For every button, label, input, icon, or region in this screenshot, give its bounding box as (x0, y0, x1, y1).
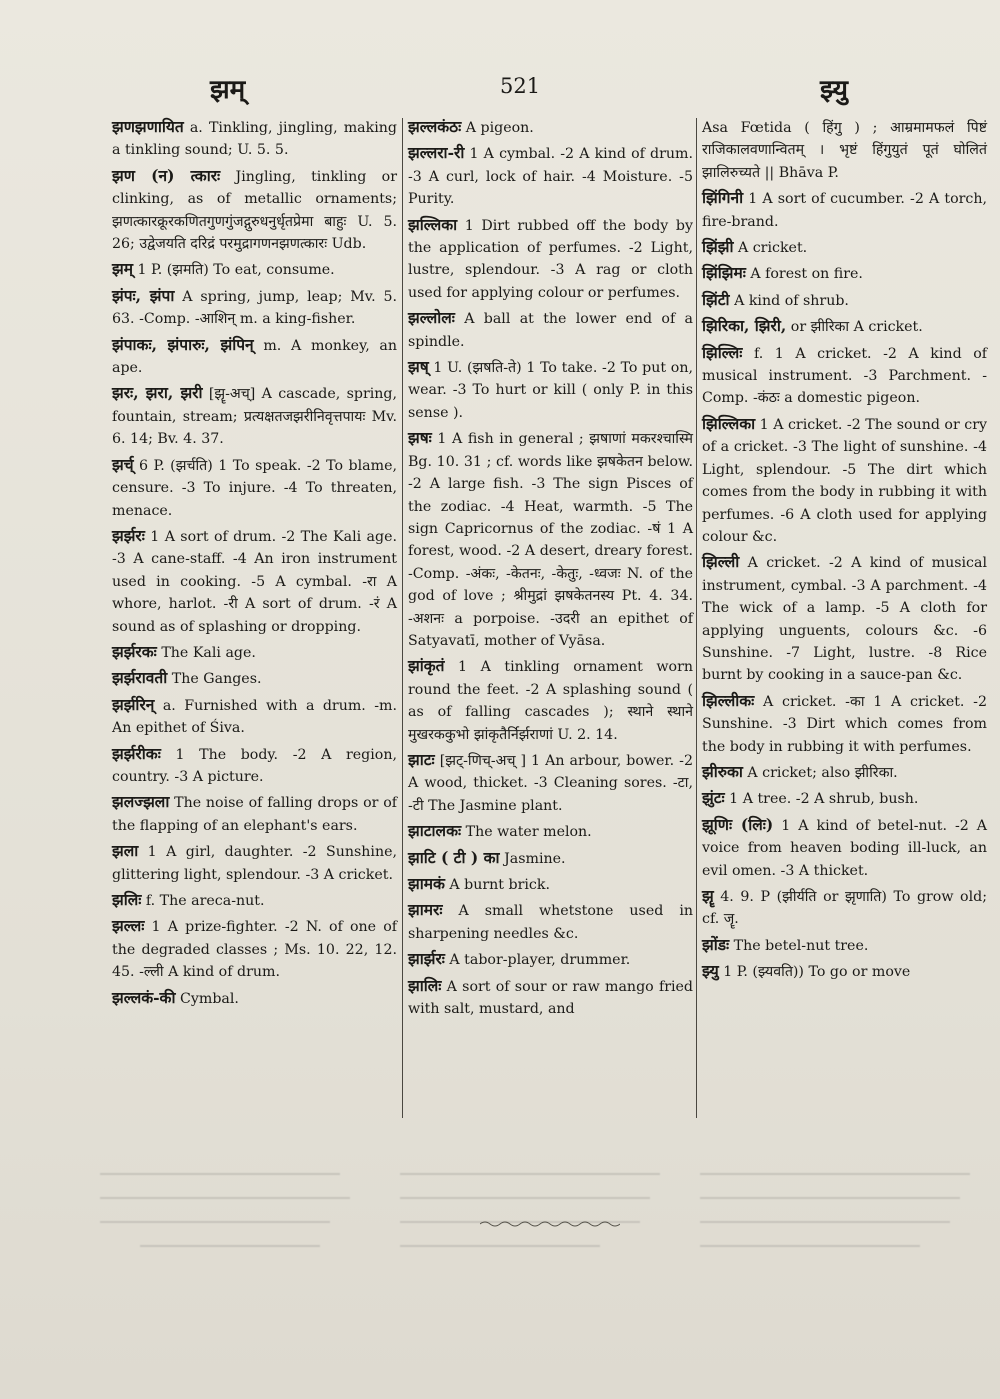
dictionary-entry (702, 342, 987, 410)
show-through-text (100, 1165, 980, 1345)
dictionary-entry (702, 787, 987, 810)
entry-definition: The water melon. (461, 824, 592, 841)
entry-headword: झलज्झला (112, 792, 170, 812)
dictionary-entry (112, 791, 397, 837)
entry-definition: A sort of sour or raw mango fried with salt, mustard, and (408, 978, 693, 1018)
entry-headword: झंपाकः, झंपारुः, झंपिन् (112, 334, 254, 354)
dictionary-entry (702, 934, 987, 957)
dictionary-entry (112, 987, 397, 1010)
entry-headword: झाटि ( टी ) का (408, 847, 500, 867)
column-1 (112, 116, 397, 1013)
entry-definition: 1 A fish in general ; झषाणां मकरश्चास्मि Bg. 10. 31 ; cf. words like झषकेतन below. -2 A large fish. -3 The sign Pisces of the zodiac. -4 Heat, warmth. -5 The sign Capricornus of the zodiac. -षं 1 A forest, wood. -2 A desert, dreary forest. -Comp. -अंकः, -केतनः, -केतुः, -ध्वजः N. of the god of love ; श्रीमुद्रां झषकेतनस्य Pt. 4. 34. -अशनः a porpoise. -उदरी an epithet of Satyavatī, mother of Vyāsa. (408, 431, 693, 649)
entry-headword: झिल्लीकः (702, 690, 755, 710)
entry-definition: A ball at the lower end of a spindle. (408, 311, 693, 350)
dictionary-entry (408, 749, 693, 817)
dictionary-entry (702, 236, 987, 259)
entry-definition: 1 A prize-fighter. -2 N. of one of the degraded classes ; Ms. 10. 22, 12. 45. -ल्ली A kind of drum. (112, 919, 397, 981)
entry-headword: झल्लकं-की (112, 987, 176, 1007)
entry-definition: 1 A kind of betel-nut. -2 A voice from heaven boding ill-luck, an evil omen. -3 A thicket. (702, 817, 987, 879)
entry-headword: झष् (408, 357, 429, 377)
entry-headword: झोंडः (702, 934, 730, 954)
entry-headword: झिंटी (702, 289, 730, 309)
entry-definition: m. A monkey, an ape. (112, 337, 398, 377)
dictionary-entry (408, 655, 693, 746)
dictionary-entry (408, 427, 693, 652)
dictionary-entry (408, 948, 693, 971)
entry-headword: झिंगिनी (702, 188, 744, 208)
entry-headword: झर्झरकः (112, 641, 157, 661)
entry-definition: 1 U. (झषति-ते) 1 To take. -2 To put on, wear. -3 To hurt or kill ( only P. in this sense ). (408, 360, 693, 421)
entry-headword: झाटालकः (408, 821, 462, 841)
entry-headword: झल्लः (112, 916, 145, 936)
dictionary-entry (702, 761, 987, 784)
dictionary-entry (408, 873, 693, 896)
entry-headword: झार्झरः (408, 949, 445, 969)
dictionary-entry (408, 307, 693, 353)
entry-headword: झांकृतं (408, 656, 445, 676)
entry-headword: झर्झरः (112, 525, 145, 545)
entry-definition: A cricket. (733, 240, 808, 257)
entry-definition: 1 P. (झमति) To eat, consume. (133, 262, 335, 279)
entry-definition: 1 Dirt rubbed off the body by the application of perfumes. -2 Light, lustre, splendour. -3 A rag or cloth used for applying colour or perfumes. (408, 217, 693, 301)
entry-definition: A cricket. -का 1 A cricket. -2 Sunshine. -3 Dirt which comes from the body in rubbing it with perfumes. (702, 693, 987, 755)
entry-definition: A spring, jump, leap; Mv. 5. 63. -Comp. -आशिन् m. a king-fisher. (112, 288, 397, 328)
dictionary-entry (112, 258, 397, 281)
column-divider (696, 118, 697, 1118)
entry-definition: A cricket; also झीरिका. (742, 764, 898, 781)
dictionary-entry (702, 814, 987, 882)
entry-headword: झिरिका, झिरी, (702, 316, 787, 336)
entry-headword: झ्यु (702, 961, 719, 981)
entry-definition: A tabor-player, drummer. (444, 952, 631, 969)
dictionary-entry (112, 641, 397, 664)
entry-definition: The Ganges. (167, 671, 262, 688)
dictionary-entry (112, 334, 397, 380)
entry-headword: झर्झरावती (112, 668, 168, 688)
column-3 (702, 116, 987, 987)
entry-headword: झालिः (408, 975, 442, 995)
left-running-headword: झम् (210, 75, 246, 105)
entry-headword: झुंटः (702, 788, 725, 808)
entry-definition: A pigeon. (461, 120, 534, 136)
entry-definition: a. Tinkling, jingling, making a tinkling sound; U. 5. 5. (112, 120, 397, 159)
entry-definition: [झट्-णिच्-अच् ] 1 An arbour, bower. -2 A wood, thicket. -3 Cleaning sores. -टा, -टी The Jasmine plant. (408, 752, 693, 814)
page-number: 521 (500, 74, 541, 98)
entry-headword: झलिः (112, 890, 142, 909)
entry-headword: झूणिः (लिः) (702, 814, 774, 834)
dictionary-entry (112, 285, 397, 331)
entry-definition: f. The areca-nut. (141, 893, 265, 909)
entry-definition: f. 1 A cricket. -2 A kind of musical instrument. -3 Parchment. -Comp. -कंठः a domestic pigeon. (702, 345, 987, 407)
dictionary-entry (408, 975, 693, 1021)
dictionary-entry (408, 116, 693, 139)
entry-definition: Jasmine. (499, 850, 566, 867)
entry-definition: A small whetstone used in sharpening needles &c. (408, 903, 693, 942)
entry-headword: झल्लरा-री (408, 143, 465, 163)
entry-headword: झिंझी (702, 237, 734, 257)
dictionary-entry (112, 165, 397, 256)
entry-definition: or झीरिका A cricket. (786, 319, 923, 336)
dictionary-entry (408, 142, 693, 210)
dictionary-entry (702, 262, 987, 285)
entry-definition: 1 A cricket. -2 The sound or cry of a cricket. -3 The light of sunshine. -4 Light, splendour. -5 The dirt which comes from the body in rubbing it with perfumes. -6 A cloth used for applying colour &c. (702, 416, 988, 545)
separator-flourish (480, 1220, 620, 1228)
dictionary-entry (408, 820, 693, 843)
dictionary-entry (702, 885, 987, 931)
dictionary-entry (702, 187, 987, 233)
dictionary-entry (702, 315, 987, 338)
dictionary-entry (702, 289, 987, 312)
entry-definition: The Kali age. (156, 644, 256, 661)
entry-headword: झिंझिमः (702, 263, 746, 283)
entry-headword: झरः, झरा, झरी (112, 383, 203, 403)
entry-headword: झर्झरिन् (112, 694, 155, 714)
dictionary-entry (112, 667, 397, 690)
entry-definition: a. Furnished with a drum. -m. An epithet of Śiva. (112, 697, 397, 737)
entry-definition: 4. 9. P (झीर्यति or झृणाति) To grow old; cf. जॄ. (702, 889, 987, 928)
entry-definition: 1 A girl, daughter. -2 Sunshine, glittering light, splendour. -3 A cricket. (112, 844, 397, 883)
entry-definition: 1 A tree. -2 A shrub, bush. (724, 791, 919, 808)
entry-headword: झीरुका (702, 761, 743, 781)
dictionary-entry (408, 214, 693, 305)
dictionary-entry (702, 551, 987, 686)
page-header (0, 62, 1000, 112)
entry-definition: A forest on fire. (745, 266, 863, 283)
dictionary-entry (408, 847, 693, 870)
entry-headword: झिल्ली (702, 552, 740, 572)
entry-definition: A cricket. -2 A kind of musical instrument, cymbal. -3 A parchment. -4 The wick of a lamp. -5 A cloth for applying unguents, colours &c. -6 Sunshine. -7 Light, lustre. -8 Rice burnt by cooking in a sauce-pan &c. (702, 555, 987, 684)
entry-headword: झणझणायित (112, 117, 184, 136)
entry-definition: 1 A tinkling ornament worn round the feet. -2 A splashing sound ( as of falling cascades ); स्थाने स्थाने मुखरककुभो झांकृतैर्निर्झराणां U. 2. 14. (408, 659, 693, 743)
dictionary-entry (112, 743, 397, 789)
entry-headword: झण (न) त्कारः (112, 165, 221, 185)
dictionary-entry (408, 356, 693, 424)
entry-headword: झषः (408, 428, 432, 448)
entry-headword: झल्लिका (408, 214, 458, 234)
entry-headword: झल्लोलः (408, 308, 455, 328)
entry-definition: 1 The body. -2 A region, country. -3 A picture. (112, 746, 397, 785)
dictionary-entry (112, 915, 397, 983)
entry-definition: Cymbal. (175, 990, 239, 1007)
entry-headword: झम् (112, 259, 133, 279)
entry-headword: झिल्लिः (702, 342, 743, 362)
entry-definition: A burnt brick. (444, 877, 550, 893)
dictionary-entry (702, 960, 987, 983)
dictionary-entry (112, 116, 397, 162)
entry-headword: झॄ (702, 886, 714, 905)
entry-definition: 1 A sort of cucumber. -2 A torch, fire-brand. (702, 191, 987, 230)
dictionary-entry (408, 899, 693, 945)
entry-headword: झल्लकंठः (408, 117, 462, 136)
dictionary-entry (112, 889, 397, 912)
entry-definition: A kind of shrub. (729, 292, 849, 309)
entry-headword: झाटः (408, 749, 435, 769)
entry-definition: The betel-nut tree. (729, 937, 869, 954)
dictionary-entry (112, 840, 397, 886)
entry-headword: झर्च् (112, 454, 134, 474)
column-2 (408, 116, 693, 1023)
entry-definition: 1 A sort of drum. -2 The Kali age. -3 A cane-staff. -4 An iron instrument used in cooking. -5 A cymbal. -रा A whore, harlot. -री A sort of drum. -रं A sound as of splashing or dropping. (112, 528, 397, 635)
entry-headword: झला (112, 841, 139, 861)
dictionary-entry (112, 525, 397, 638)
entry-definition: The noise of falling drops or of the flapping of an elephant's ears. (112, 795, 397, 834)
entry-headword: झर्झरीकः (112, 743, 161, 763)
dictionary-entry (112, 694, 397, 740)
dictionary-entry (702, 690, 987, 758)
entry-definition: [झॄ-अच्] A cascade, spring, fountain, stream; प्रत्यक्षतजझरीनिवृत्तपायः Mv. 6. 14; Bv. 4. 37. (112, 386, 397, 448)
entry-definition: Jingling, tinkling or clinking, as of metallic ornaments; झणत्कारक्रूरकणितगुणगुंजद्गुरुधनुर्धृतप्रेमा बाहुः U. 5. 26; उद्वेजयति दरिद्रं परमुद्रागणनझणत्कारः Udb. (112, 168, 397, 253)
entry-definition: 6 P. (झर्चति) 1 To speak. -2 To blame, censure. -3 To injure. -4 To threaten, menace. (112, 457, 397, 519)
dictionary-entry (112, 382, 397, 450)
dictionary-entry (702, 116, 987, 184)
entry-definition: 1 P. (झ्यवति)) To go or move (718, 964, 911, 981)
entry-definition: Asa Fœtida ( हिंगु ) ; आम्रमामफलं पिष्टं राजिकालवणान्वितम् । भृष्टं हिंगुयुतं पूतं घोलितं झालिरुच्यते || Bhāva P. (702, 120, 987, 181)
entry-headword: झामकं (408, 874, 445, 893)
entry-definition: 1 A cymbal. -2 A kind of drum. -3 A curl, lock of hair. -4 Moisture. -5 Purity. (408, 146, 693, 208)
entry-headword: झामरः (408, 900, 443, 920)
dictionary-entry (702, 413, 987, 548)
entry-headword: झंपः, झंपा (112, 285, 175, 305)
entry-headword: झिल्लिका (702, 413, 756, 433)
dictionary-entry (112, 454, 397, 522)
right-running-headword: झ्यु (820, 75, 849, 105)
column-divider (402, 118, 403, 1118)
